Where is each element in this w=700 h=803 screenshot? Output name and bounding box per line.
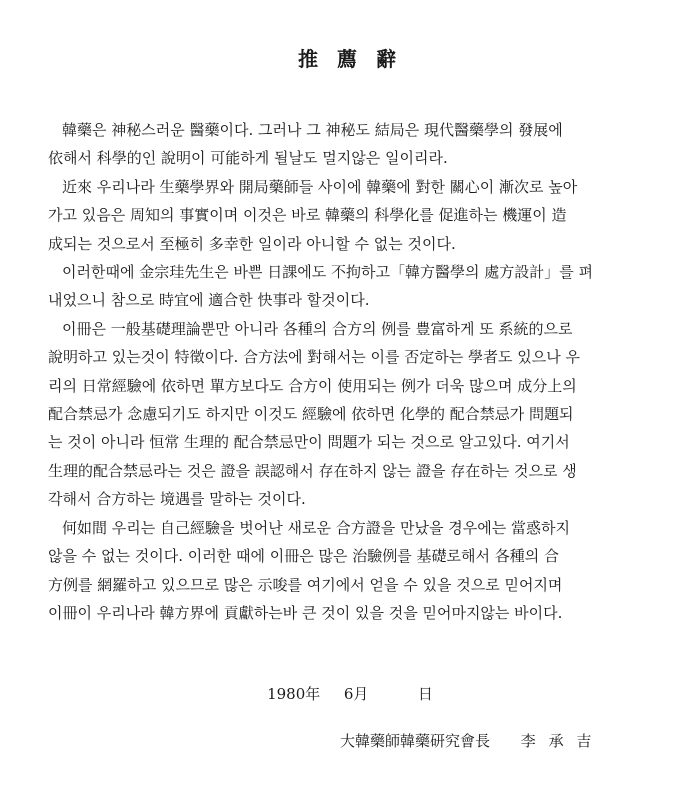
text-line: 않을 수 없는 것이다. 이러한 때에 이冊은 많은 治驗例를 基礎로해서 各種의 合 [48, 547, 559, 566]
document-body [48, 116, 660, 627]
text-line: 내었으니 참으로 時宜에 適合한 快事라 할것이다. [48, 291, 370, 310]
signature-org: 大韓藥師韓藥研究會長 [340, 732, 491, 750]
document-title: 推 薦 辭 [298, 47, 402, 71]
signature-name: 李 承 吉 [520, 732, 596, 750]
document-date [0, 683, 700, 704]
text-line: 이冊은 一般基礎理論뿐만 아니라 各種의 合方의 例를 豊富하게 또 系統的으로 [62, 319, 573, 338]
date-year: 1980年 [267, 685, 321, 703]
text-line: 각해서 合方하는 境遇를 말하는 것이다. [48, 490, 306, 509]
text-line: 가고 있음은 周知의 事實이며 이것은 바로 韓藥의 科學化를 促進하는 機運이 造 [48, 206, 567, 225]
text-line: 成되는 것으로서 至極히 多幸한 일이라 아니할 수 없는 것이다. [48, 234, 456, 253]
paragraph [48, 116, 660, 173]
text-line: 리의 日常經驗에 依하면 單方보다도 合方이 使用되는 例가 더욱 많으며 成分上의 [48, 376, 577, 395]
text-line: 이冊이 우리나라 韓方界에 貢獻하는바 큰 것이 있을 것을 믿어마지않는 바이다. [48, 603, 563, 622]
text-line: 配合禁忌가 念慮되기도 하지만 이것도 經驗에 依하면 化學的 配合禁忌가 問題되 [48, 405, 574, 424]
text-line: 依해서 科學的인 說明이 可能하게 될날도 멀지않은 일이리라. [48, 149, 448, 168]
text-line: 生理的配合禁忌라는 것은 證을 誤認해서 存在하지 않는 證을 存在하는 것으로 생 [48, 461, 577, 480]
text-line: 韓藥은 神秘스러운 醫藥이다. 그러나 그 神秘도 結局은 現代醫藥學의 發展에 [62, 121, 563, 139]
text-line: 는 것이 아니라 恒常 生理的 配合禁忌만이 問題가 되는 것으로 알고있다. 여기서 [48, 433, 570, 452]
text-line: 說明하고 있는것이 特徵이다. 合方法에 對해서는 이를 否定하는 學者도 있으나 우 [48, 348, 580, 367]
date-month: 6月 [343, 685, 369, 703]
date-day: 日 [417, 685, 433, 703]
text-line: 이러한때에 金宗珪先生은 바쁜 日課에도 不拘하고「韓方醫學의 處方設計」를 펴 [62, 263, 593, 282]
paragraph [48, 514, 660, 628]
text-line: 何如間 우리는 自己經驗을 벗어난 새로운 合方證을 만났을 경우에는 當惑하지 [62, 518, 570, 537]
paragraph [48, 258, 660, 315]
text-line: 方例를 網羅하고 있으므로 많은 示唆를 여기에서 얻을 수 있을 것으로 믿어지며 [48, 575, 563, 594]
paragraph [48, 173, 660, 258]
text-line: 近來 우리나라 生藥學界와 開局藥師들 사이에 韓藥에 對한 關心이 漸次로 높아 [62, 177, 578, 196]
signature-block [340, 730, 595, 751]
paragraph [48, 315, 660, 514]
